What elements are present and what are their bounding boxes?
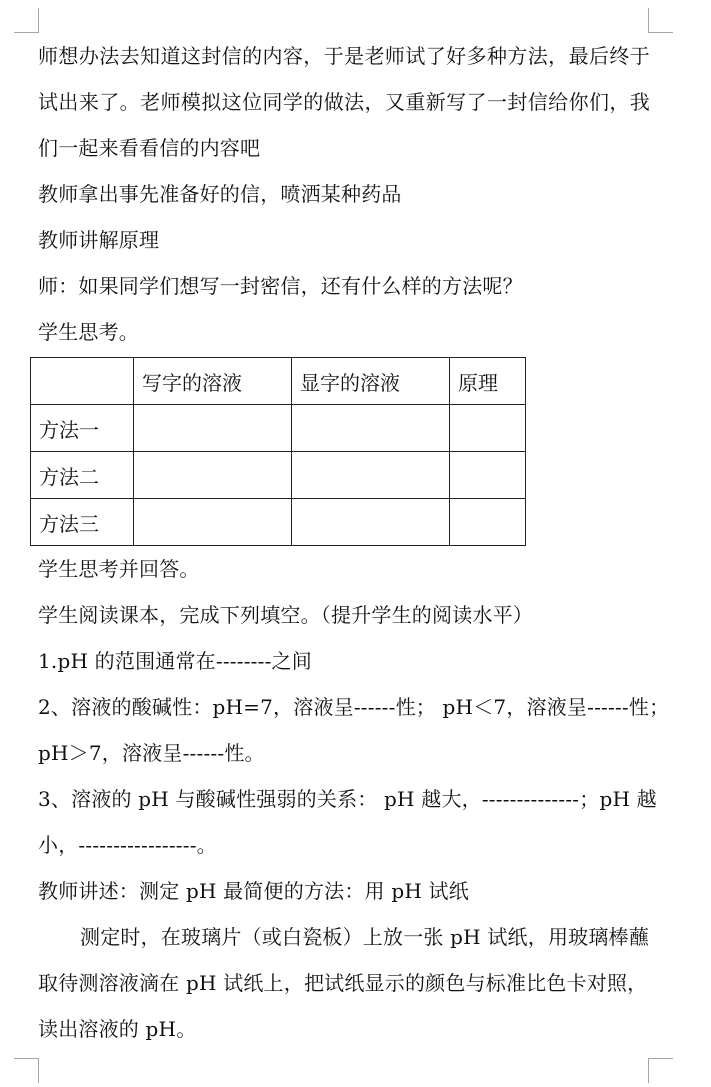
methods-table [30,357,526,546]
table-cell [450,452,526,499]
paragraph-line: 取待测溶液滴在 pH 试纸上，把试纸显示的颜色与标准比色卡对照， [38,971,648,995]
table-cell [292,452,450,499]
paragraph-line: 师：如果同学们想写一封密信，还有什么样的方法呢？ [38,274,523,298]
paragraph-line: 读出溶液的 pH。 [38,1017,197,1041]
table-cell [292,499,450,546]
paragraph-line: 1.pH 的范围通常在--------之间 [38,649,312,673]
paragraph-line: 测定时，在玻璃片（或白瓷板）上放一张 pH 试纸，用玻璃棒蘸 [80,925,649,949]
paragraph-line: 师想办法去知道这封信的内容，于是老师试了好多种方法，最后终于 [38,44,650,68]
table-cell [450,405,526,452]
paragraph-line: 小，-----------------。 [38,833,217,857]
table-header-row [31,358,526,405]
page-corner-bottom-right [648,1058,673,1083]
table-cell [134,499,292,546]
paragraph-line: 学生阅读课本，完成下列填空。（提升学生的阅读水平） [38,603,533,627]
paragraph-line: 教师讲解原理 [38,228,160,252]
page-corner-bottom-left [14,1058,39,1083]
document-body [38,33,670,1052]
table-cell [134,405,292,452]
table-header-cell: 原理 [450,358,526,405]
paragraph-line: 们一起来看看信的内容吧 [38,136,261,160]
table-cell: 方法一 [31,405,134,452]
table-cell: 方法三 [31,499,134,546]
table-cell [134,452,292,499]
table-cell: 方法二 [31,452,134,499]
paragraph-line: 学生思考。 [38,320,139,344]
table-header-cell: 显字的溶液 [292,358,450,405]
paragraph-line: 试出来了。老师模拟这位同学的做法，又重新写了一封信给你们，我 [38,90,650,114]
table-cell [450,499,526,546]
paragraph-line: 2、溶液的酸碱性：pH=7，溶液呈------性； pH＜7，溶液呈------性； [38,695,670,719]
table-row [31,405,526,452]
table-header-cell: 写字的溶液 [134,358,292,405]
table-header-cell [31,358,134,405]
table-row [31,499,526,546]
page-corner-top-left [14,8,39,33]
paragraph-line: pH＞7，溶液呈------性。 [38,741,265,765]
paragraph-line: 学生思考并回答。 [38,557,200,581]
table-cell [292,405,450,452]
page-corner-top-right [648,8,673,33]
table-row [31,452,526,499]
paragraph-line: 教师拿出事先准备好的信，喷洒某种药品 [38,182,402,206]
paragraph-line: 3、溶液的 pH 与酸碱性强弱的关系： pH 越大，--------------；pH 越 [38,787,657,811]
paragraph-line: 教师讲述：测定 pH 最简便的方法：用 pH 试纸 [38,879,469,903]
